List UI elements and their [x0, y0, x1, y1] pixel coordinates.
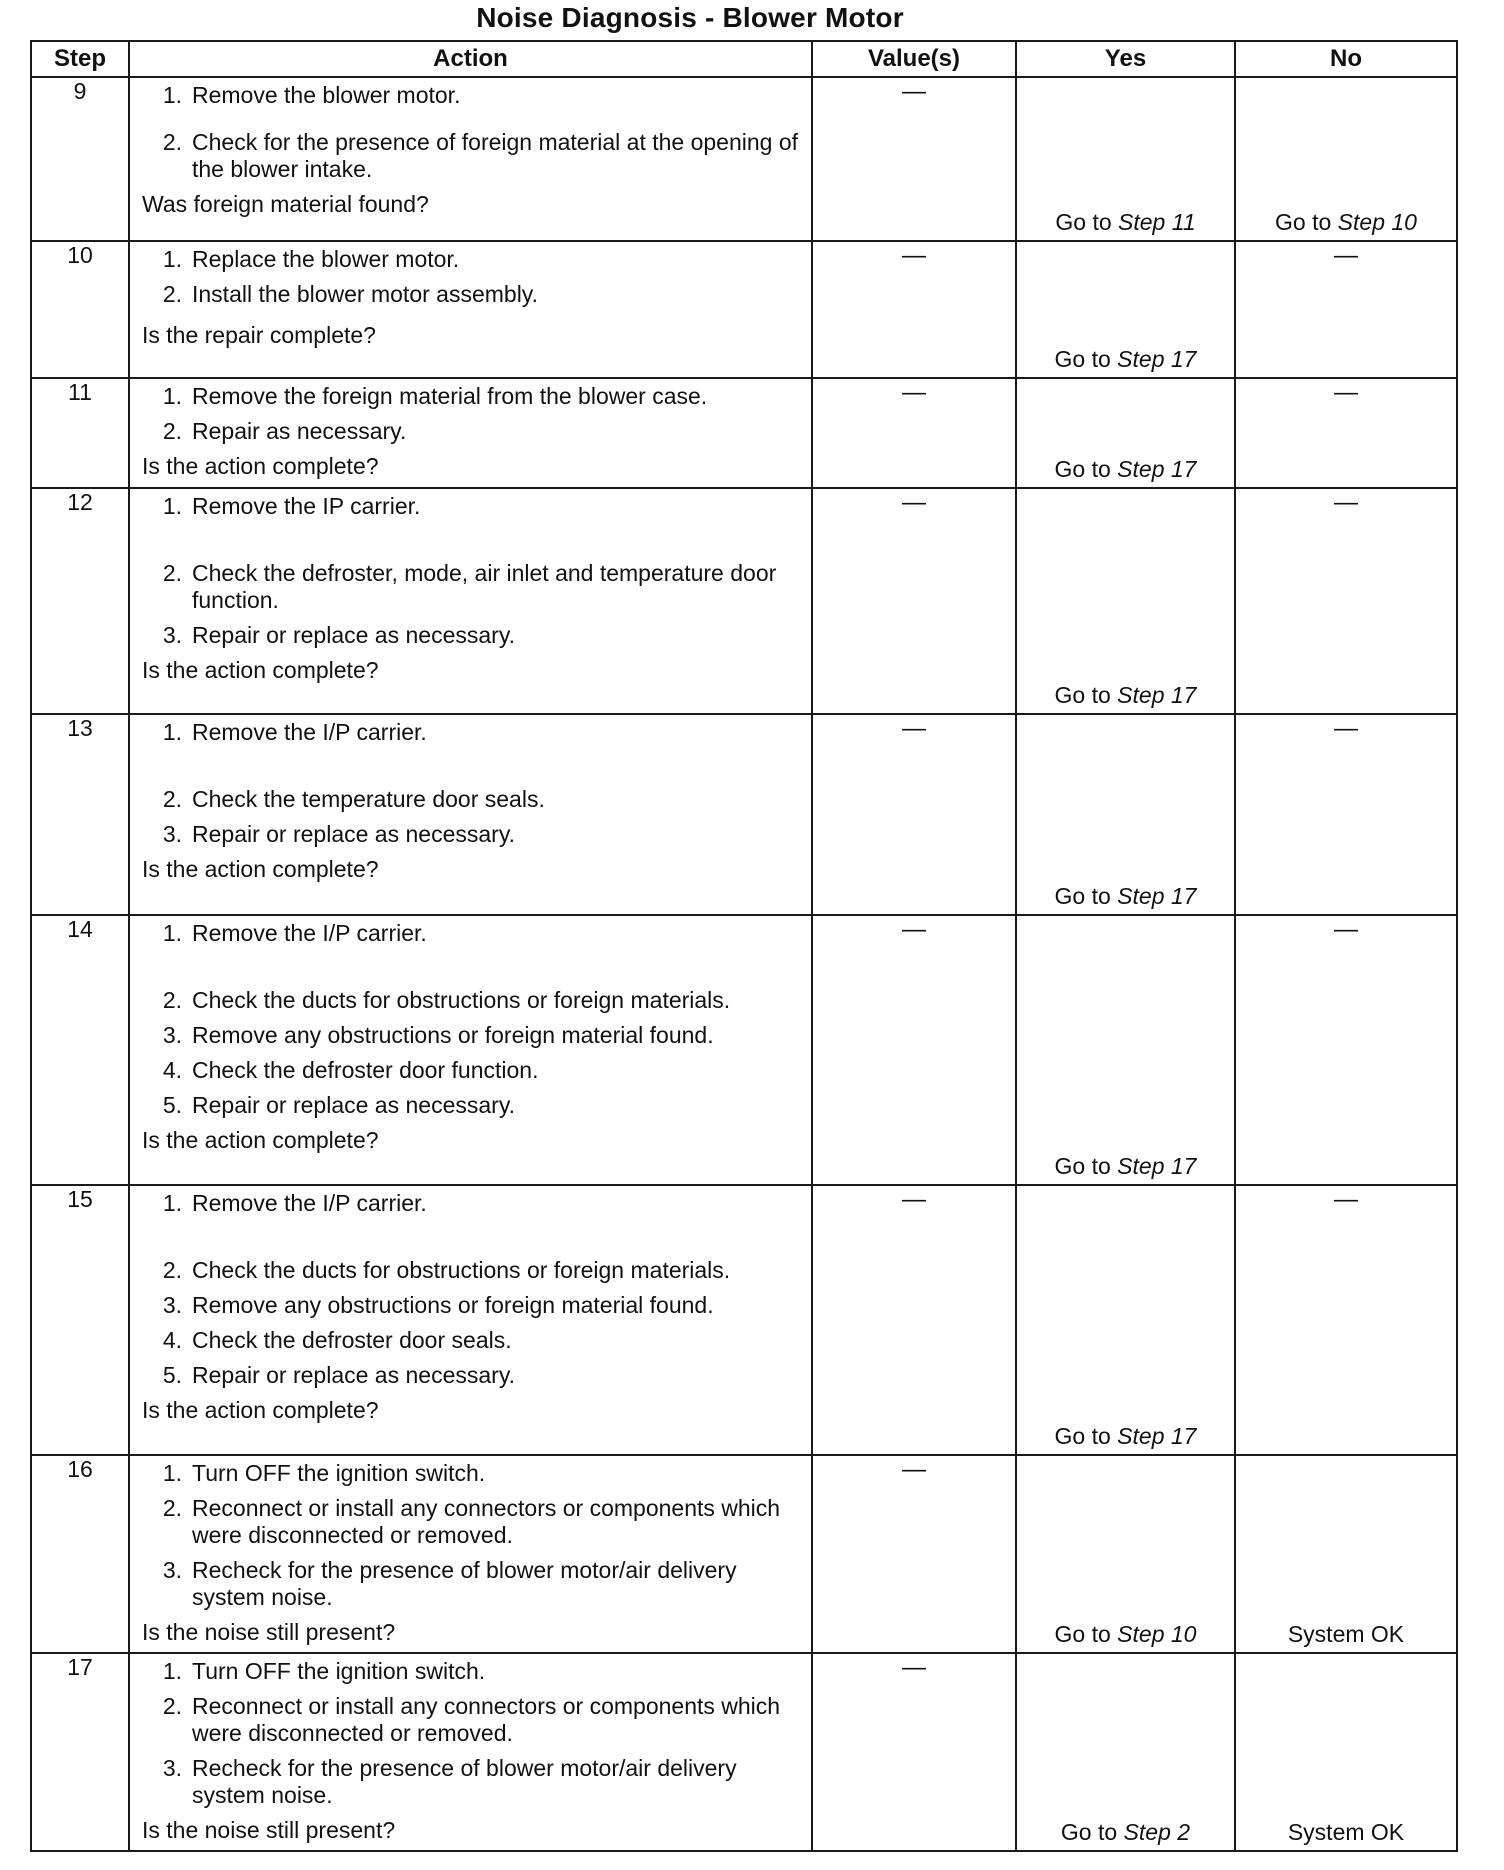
no-text: —: [1334, 242, 1358, 270]
action-item: [142, 383, 801, 410]
action-question: Was foreign material found?: [142, 191, 429, 217]
action-item-number: 1.: [162, 82, 182, 108]
action-question: Is the action complete?: [142, 1126, 379, 1153]
action-item: [142, 246, 801, 273]
goto-step-link[interactable]: Step 17: [1117, 682, 1197, 709]
no-cell: [1235, 1653, 1457, 1851]
table-row: [31, 1185, 1457, 1455]
action-item: [142, 920, 801, 947]
action-item: [142, 418, 801, 445]
no-cell: [1235, 241, 1457, 378]
action-item: [142, 1693, 801, 1747]
header-action: Action: [129, 41, 812, 77]
table-row: [31, 915, 1457, 1185]
action-item: [142, 560, 801, 614]
action-item: [142, 129, 801, 183]
step-number: 14: [31, 915, 129, 1185]
action-item-text: Check for the presence of foreign material at the opening of the blower intake.: [192, 129, 799, 182]
goto-step-link[interactable]: Step 10: [1117, 1621, 1197, 1648]
table-row: [31, 1455, 1457, 1653]
value-cell: [812, 241, 1016, 378]
action-item: [142, 1327, 801, 1354]
value-text: —: [902, 489, 926, 516]
action-list: [142, 246, 801, 316]
yes-cell: [1016, 1455, 1235, 1653]
action-list: [142, 1658, 801, 1817]
action-question: Is the noise still present?: [142, 1619, 396, 1646]
action-item-number: 2.: [162, 129, 182, 155]
value-text: —: [902, 915, 926, 943]
action-list: [142, 920, 801, 1127]
goto-prefix: Go to: [1054, 882, 1111, 909]
action-item-text: Recheck for the presence of blower motor/air delivery system noise.: [192, 1755, 737, 1809]
step-number: 10: [31, 241, 129, 378]
action-item-text: Remove the foreign material from the blower case.: [192, 383, 708, 410]
value-cell: [812, 378, 1016, 488]
action-item-text: Turn OFF the ignition switch.: [192, 1460, 486, 1487]
no-cell: [1235, 915, 1457, 1185]
action-item-text: Check the ducts for obstructions or foreign materials.: [192, 986, 731, 1013]
action-item-number: 4.: [162, 1326, 182, 1353]
action-item: [142, 786, 801, 813]
step-number: 16: [31, 1455, 129, 1653]
action-item: [142, 821, 801, 848]
action-item-text: Reconnect or install any connectors or components which were disconnected or removed.: [192, 1495, 781, 1549]
action-item-text: Remove the blower motor.: [192, 82, 461, 108]
action-question: Is the repair complete?: [142, 322, 376, 349]
step-number: 13: [31, 714, 129, 914]
action-item-text: Repair or replace as necessary.: [192, 821, 515, 848]
action-item: [142, 622, 801, 649]
action-item-text: Remove any obstructions or foreign material found.: [192, 1021, 714, 1048]
action-item: [142, 281, 801, 308]
action-item-number: 1.: [162, 919, 182, 946]
yes-cell: [1016, 1653, 1235, 1851]
action-item: [142, 1557, 801, 1611]
value-cell: [812, 77, 1016, 241]
action-item-number: 5.: [162, 1091, 182, 1118]
action-item-text: Check the defroster door seals.: [192, 1326, 512, 1353]
yes-cell: [1016, 915, 1235, 1185]
no-text: System OK: [1287, 1621, 1405, 1648]
no-text: System OK: [1287, 1819, 1405, 1845]
action-item-number: 3.: [162, 1291, 182, 1318]
yes-cell: [1016, 1185, 1235, 1455]
action-list: [142, 82, 801, 191]
action-item: [142, 1658, 801, 1685]
step-number: 17: [31, 1653, 129, 1851]
action-item-text: Turn OFF the ignition switch.: [192, 1658, 486, 1685]
value-text: —: [902, 1456, 926, 1484]
value-text: —: [902, 78, 926, 105]
action-cell: [129, 241, 812, 378]
action-item-number: 2.: [162, 1495, 182, 1522]
action-item: [142, 1755, 801, 1809]
value-text: —: [902, 1654, 926, 1682]
action-item: [142, 1460, 801, 1487]
step-number: 15: [31, 1185, 129, 1455]
action-question: Is the action complete?: [142, 657, 379, 683]
action-item-number: 2.: [162, 281, 182, 308]
action-item-text: Check the defroster door function.: [192, 1056, 539, 1083]
action-cell: [129, 714, 812, 914]
action-item-number: 1.: [162, 1460, 182, 1487]
value-cell: [812, 1455, 1016, 1653]
table-row: [31, 714, 1457, 914]
action-item: [142, 719, 801, 746]
diagnosis-table: [30, 40, 1458, 1852]
yes-goto: [1017, 1819, 1234, 1846]
no-cell: [1235, 77, 1457, 241]
action-list: [142, 1460, 801, 1619]
goto-prefix: Go to: [1054, 682, 1111, 709]
action-item-number: 3.: [162, 821, 182, 848]
action-cell: [129, 378, 812, 488]
step-number: 11: [31, 378, 129, 488]
action-list: [142, 493, 801, 657]
value-cell: [812, 1185, 1016, 1455]
goto-step-link[interactable]: Step 10: [1337, 209, 1417, 236]
yes-goto: [1017, 346, 1234, 373]
goto-step-link[interactable]: Step 11: [1118, 209, 1196, 236]
action-item-text: Recheck for the presence of blower motor/air delivery system noise.: [192, 1557, 737, 1611]
action-item-number: 5.: [162, 1361, 182, 1388]
header-no: No: [1235, 41, 1457, 77]
yes-cell: [1016, 488, 1235, 714]
goto-step-link[interactable]: Step 17: [1117, 346, 1197, 373]
no-text: —: [1334, 915, 1358, 943]
goto-step-link[interactable]: Step 2: [1123, 1819, 1191, 1845]
goto-prefix: Go to: [1060, 1819, 1118, 1845]
action-item-number: 3.: [162, 1557, 182, 1584]
goto-prefix: Go to: [1054, 456, 1111, 482]
value-text: —: [902, 379, 926, 407]
action-item-text: Remove the I/P carrier.: [192, 719, 427, 746]
goto-prefix: Go to: [1054, 1621, 1111, 1648]
action-cell: [129, 77, 812, 241]
value-cell: [812, 915, 1016, 1185]
action-item-text: Check the ducts for obstructions or foreign materials.: [192, 1256, 731, 1283]
action-item-number: 2.: [162, 1256, 182, 1283]
no-cell: [1235, 1185, 1457, 1455]
action-item-text: Repair or replace as necessary.: [192, 1091, 515, 1118]
yes-cell: [1016, 378, 1235, 488]
table-row: [31, 488, 1457, 714]
action-item-number: 3.: [162, 1755, 182, 1782]
action-cell: [129, 915, 812, 1185]
goto-prefix: Go to: [1054, 346, 1111, 373]
yes-goto: [1017, 1423, 1234, 1450]
action-question: Is the action complete?: [142, 856, 379, 883]
no-text: —: [1334, 489, 1358, 516]
action-item-text: Check the defroster, mode, air inlet and temperature door function.: [192, 560, 777, 613]
action-item: [142, 1362, 801, 1389]
action-item-text: Repair or replace as necessary.: [192, 622, 515, 648]
page-title: Noise Diagnosis - Blower Motor: [476, 2, 904, 33]
action-item-text: Replace the blower motor.: [192, 246, 460, 273]
action-item-number: 2.: [162, 1693, 182, 1720]
table-row: [31, 1653, 1457, 1851]
goto-step-link[interactable]: Step 17: [1117, 1423, 1197, 1450]
yes-cell: [1016, 77, 1235, 241]
action-item-number: 3.: [162, 1021, 182, 1048]
value-cell: [812, 488, 1016, 714]
no-cell: [1235, 378, 1457, 488]
value-text: —: [902, 1185, 926, 1213]
action-item-text: Check the temperature door seals.: [192, 786, 545, 813]
action-item-text: Reconnect or install any connectors or components which were disconnected or removed.: [192, 1693, 781, 1747]
action-item-number: 1.: [162, 383, 182, 410]
action-cell: [129, 1455, 812, 1653]
action-question: Is the noise still present?: [142, 1817, 396, 1844]
goto-step-link[interactable]: Step 17: [1117, 1152, 1197, 1179]
goto-prefix: Go to: [1055, 209, 1112, 236]
action-list: [142, 383, 801, 453]
yes-goto: [1017, 209, 1234, 236]
yes-cell: [1016, 241, 1235, 378]
goto-prefix: Go to: [1054, 1423, 1111, 1450]
no-text: —: [1334, 379, 1358, 407]
action-item-text: Install the blower motor assembly.: [192, 281, 538, 308]
no-cell: [1235, 488, 1457, 714]
no-text: —: [1334, 1185, 1358, 1213]
action-cell: [129, 1185, 812, 1455]
action-item: [142, 1092, 801, 1119]
goto-prefix: Go to: [1275, 209, 1332, 236]
value-cell: [812, 1653, 1016, 1851]
header-yes: Yes: [1016, 41, 1235, 77]
table-row: [31, 241, 1457, 378]
action-item: [142, 1057, 801, 1084]
value-text: —: [902, 242, 926, 270]
action-item: [142, 493, 801, 520]
action-cell: [129, 1653, 812, 1851]
action-question: Is the action complete?: [142, 1396, 379, 1423]
action-item-text: Remove the I/P carrier.: [192, 919, 427, 946]
value-text: —: [902, 715, 926, 743]
action-item-number: 2.: [162, 986, 182, 1013]
action-item: [142, 1190, 801, 1217]
action-item: [142, 1022, 801, 1049]
yes-goto: [1017, 1153, 1234, 1180]
no-cell: [1235, 1455, 1457, 1653]
action-item-number: 1.: [162, 493, 182, 519]
action-item-number: 2.: [162, 786, 182, 813]
action-item-number: 1.: [162, 719, 182, 746]
yes-cell: [1016, 714, 1235, 914]
action-list: [142, 719, 801, 856]
table-row: [31, 77, 1457, 241]
no-goto: [1236, 209, 1456, 236]
action-item-number: 3.: [162, 622, 182, 648]
no-cell: [1235, 714, 1457, 914]
action-item-text: Remove any obstructions or foreign material found.: [192, 1291, 714, 1318]
action-item-number: 1.: [162, 246, 182, 273]
action-item-number: 1.: [162, 1658, 182, 1685]
step-number: 12: [31, 488, 129, 714]
action-item-number: 2.: [162, 418, 182, 445]
action-item: [142, 82, 801, 109]
action-item-number: 4.: [162, 1056, 182, 1083]
goto-step-link[interactable]: Step 17: [1117, 456, 1197, 482]
action-item: [142, 1257, 801, 1284]
table-row: [31, 378, 1457, 488]
action-list: [142, 1190, 801, 1397]
value-cell: [812, 714, 1016, 914]
no-text: —: [1334, 715, 1358, 743]
goto-step-link[interactable]: Step 17: [1117, 882, 1197, 909]
action-item-text: Repair as necessary.: [192, 418, 407, 445]
yes-goto: [1017, 456, 1234, 483]
header-row: [31, 41, 1457, 77]
action-item-text: Remove the I/P carrier.: [192, 1189, 427, 1216]
action-item: [142, 1292, 801, 1319]
step-number: 9: [31, 77, 129, 241]
header-step: Step: [31, 41, 129, 77]
action-item: [142, 1495, 801, 1549]
action-item-number: 2.: [162, 560, 182, 586]
action-item-number: 1.: [162, 1189, 182, 1216]
action-item-text: Remove the IP carrier.: [192, 493, 421, 519]
yes-goto: [1017, 883, 1234, 910]
action-cell: [129, 488, 812, 714]
yes-goto: [1017, 682, 1234, 709]
action-question: Is the action complete?: [142, 453, 379, 480]
header-values: Value(s): [812, 41, 1016, 77]
action-item-text: Repair or replace as necessary.: [192, 1361, 515, 1388]
goto-prefix: Go to: [1054, 1152, 1111, 1179]
yes-goto: [1017, 1621, 1234, 1648]
action-item: [142, 987, 801, 1014]
